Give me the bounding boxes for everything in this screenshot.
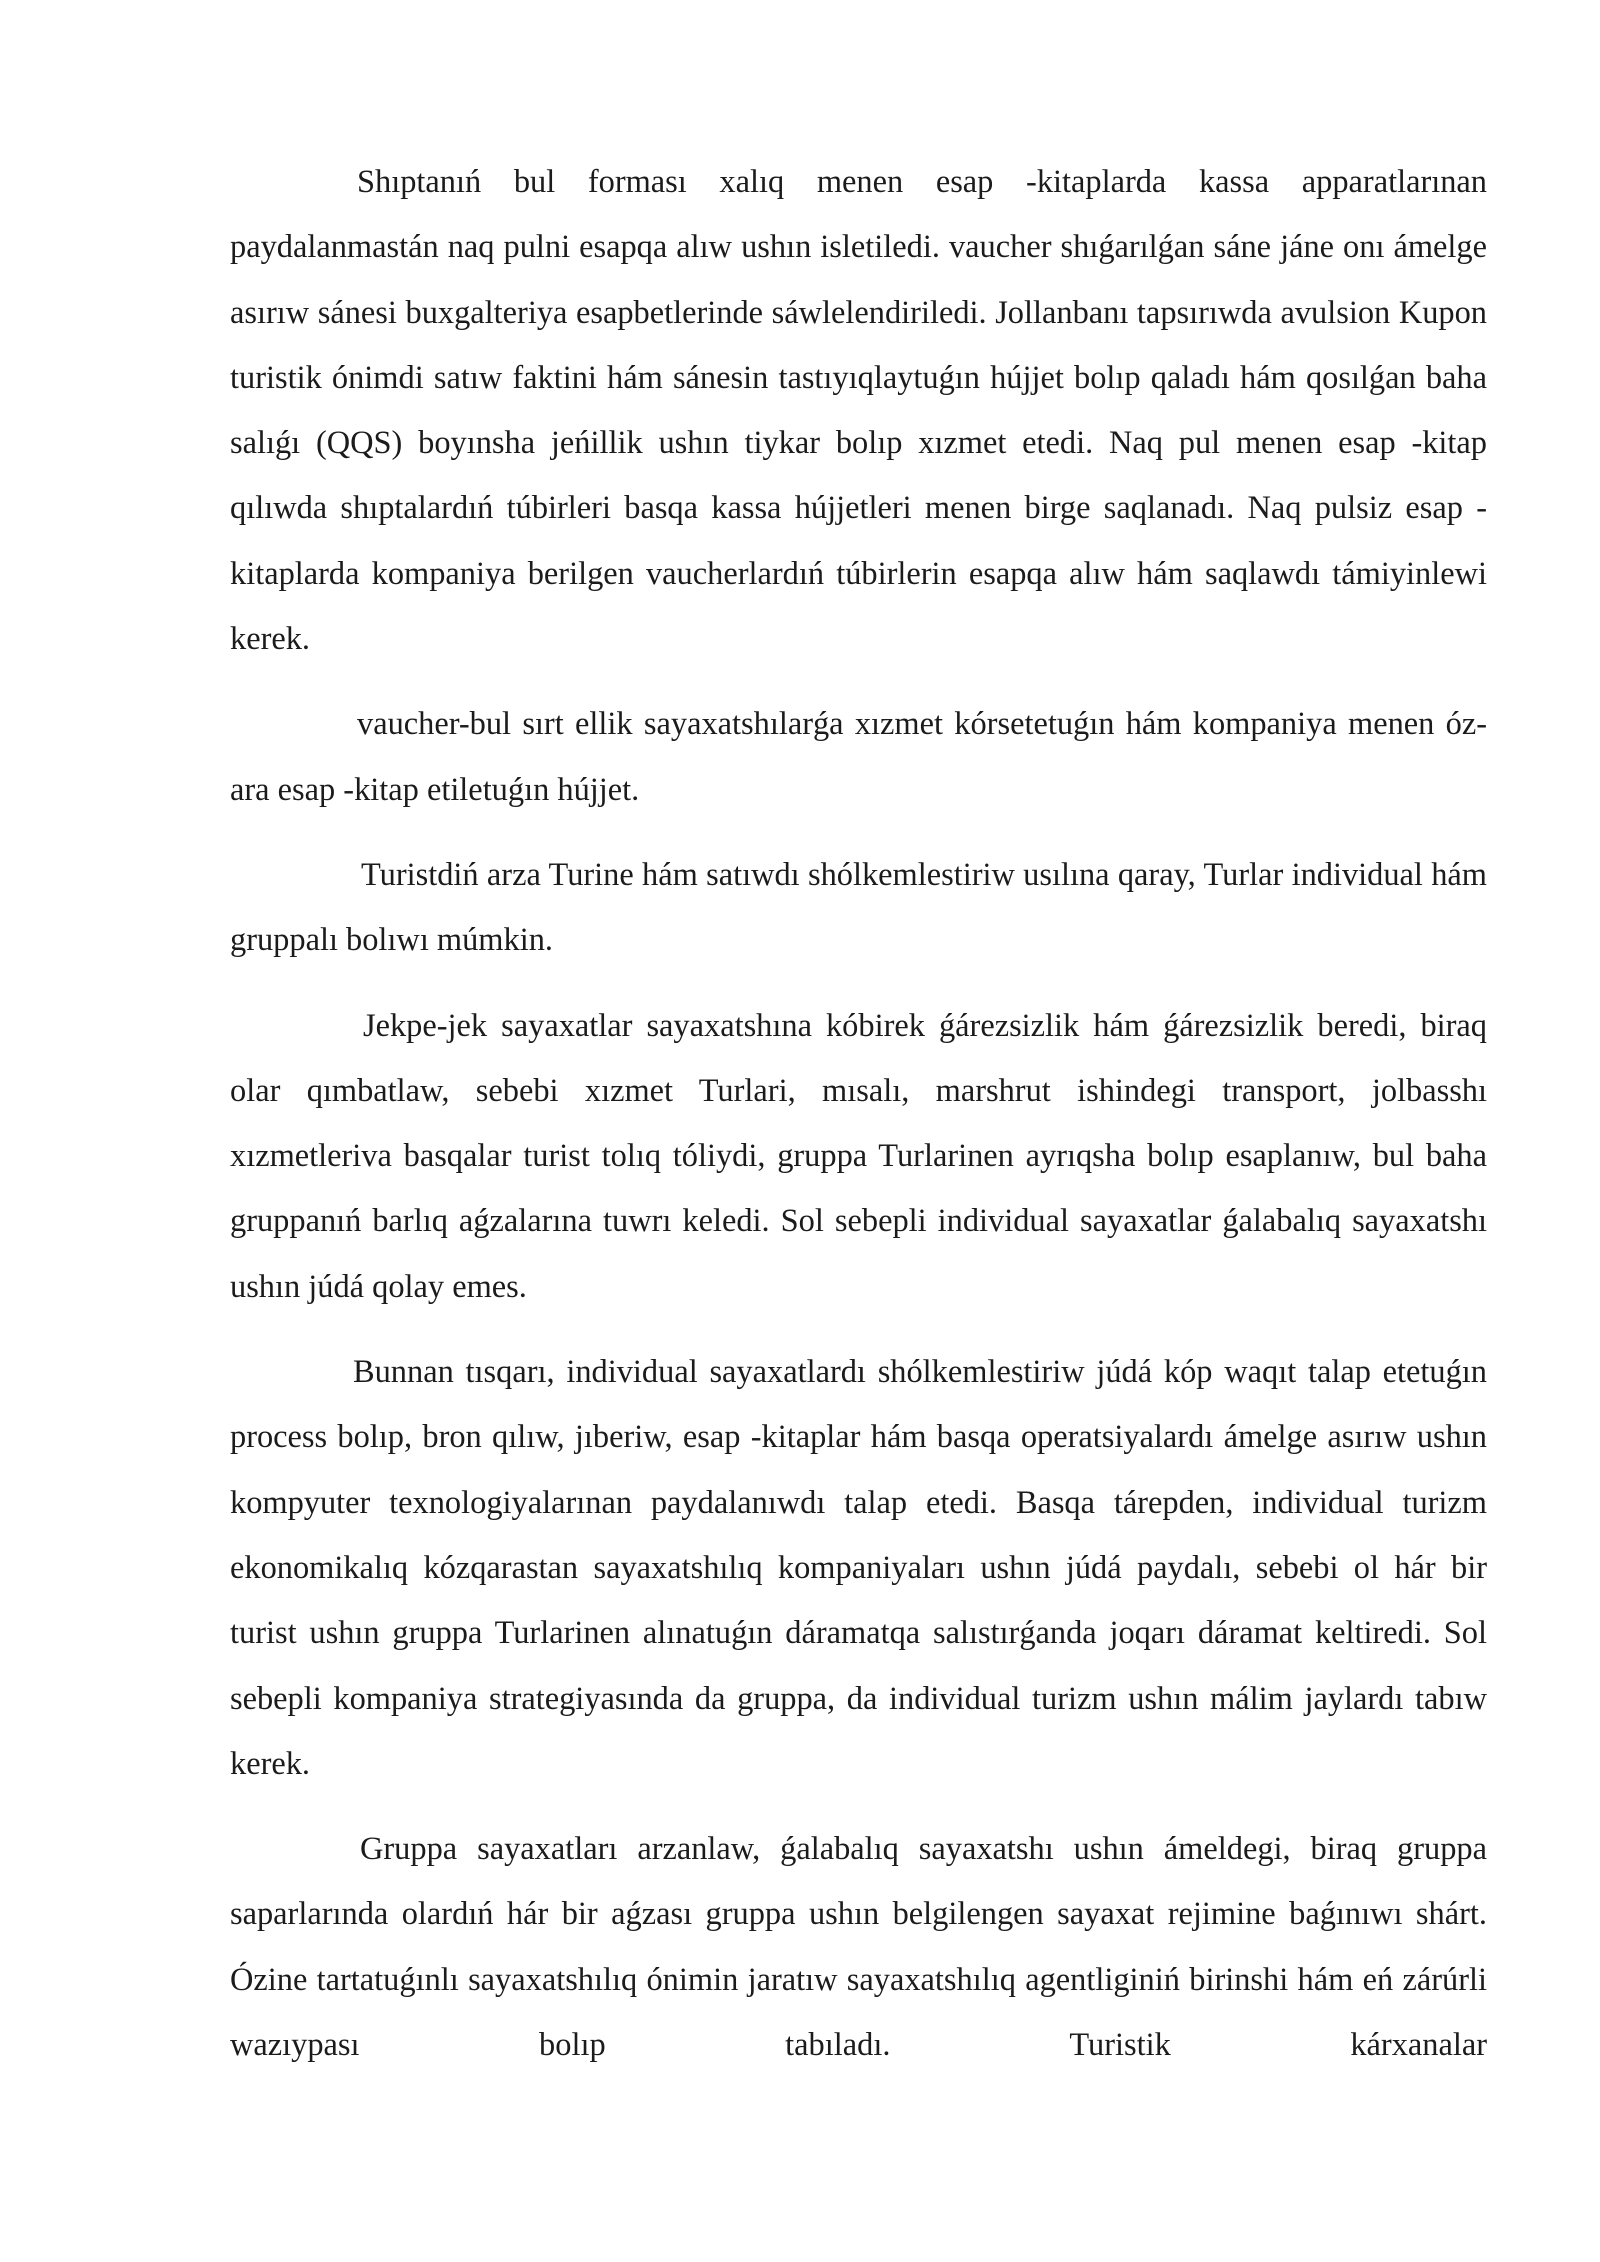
- document-page: [230, 150, 1487, 2078]
- paragraph-individual-tourism-organization: Bunnan tısqarı, individual sayaxatlardı shólkemlestiriw júdá kóp waqıt talap etetuǵın process bolıp, bron qılıw, jıberiw, esap -kitaplar hám basqa operatsiyalardı ámelge asırıw ushın kompyuter texnologiyalarınan paydalanıwdı talap etedi. Basqa tárepden, individual turizm ekonomikalıq kózqarastan sayaxatshılıq kompaniyaları ushın júdá paydalı, sebebi ol hár bir turist ushın gruppa Turlarinen alınatuǵın dáramatqa salıstırǵanda joqarı dáramat keltiredi. Sol sebepli kompaniya strategiyasında da gruppa, da individual turizm ushın málim jaylardı tabıw kerek.: [230, 1354, 1487, 1782]
- paragraph-group-trips: Gruppa sayaxatları arzanlaw, ǵalabalıq sayaxatshı ushın ámeldegi, biraq gruppa saparlarında olardıń hár bir aǵzası gruppa ushın belgilengen sayaxat rejimine baǵınıwı shárt. Ózine tartatuǵınlı sayaxatshılıq ónimin jaratıw sayaxatshılıq agentliginiń birinshi hám eń zárúrli wazıypası bolıp tabıladı. Turistik kárxanalar: [230, 1831, 1487, 2064]
- paragraph-individual-trips: Jekpe-jek sayaxatlar sayaxatshına kóbirek ǵárezsizlik hám ǵárezsizlik beredi, biraq olar qımbatlaw, sebebi xızmet Turlari, mısalı, marshrut ishindegi transport, jolbasshı xızmetleriva basqalar turist tolıq tóliydi, gruppa Turlarinen ayrıqsha bolıp esaplanıw, bul baha gruppanıń barlıq aǵzalarına tuwrı keledi. Sol sebepli individual sayaxatlar ǵalabalıq sayaxatshı ushın júdá qolay emes.: [230, 1007, 1487, 1305]
- paragraph-tour-types: Turistdiń arza Turine hám satıwdı shólkemlestiriw usılına qaray, Turlar individual hám gruppalı bolıwı múmkin.: [230, 856, 1487, 959]
- paragraph-voucher-definition: vaucher-bul sırt ellik sayaxatshılarǵa xızmet kórsetetuǵın hám kompaniya menen óz-ara esap -kitap etiletuǵın hújjet.: [230, 706, 1487, 808]
- paragraph-voucher-form-usage: Shıptanıń bul forması xalıq menen esap -kitaplarda kassa apparatlarınan paydalanmastán naq pulni esapqa alıw ushın isletiledi. vaucher shıǵarılǵan sáne jáne onı ámelge asırıw sánesi buxgalteriya esapbetlerinde sáwlelendiriledi. Jollanbanı tapsırıwda avulsion Kupon turistik ónimdi satıw faktini hám sánesin tastıyıqlaytuǵın hújjet bolıp qaladı hám qosılǵan baha salıǵı (QQS) boyınsha jeńillik ushın tiykar bolıp xızmet etedi. Naq pul menen esap -kitap qılıwda shıptalardıń túbirleri basqa kassa hújjetleri menen birge saqlanadı. Naq pulsiz esap -kitaplarda kompaniya berilgen vaucherlardıń túbirlerin esapqa alıw hám saqlawdı támiyinlewi kerek.: [230, 164, 1487, 658]
